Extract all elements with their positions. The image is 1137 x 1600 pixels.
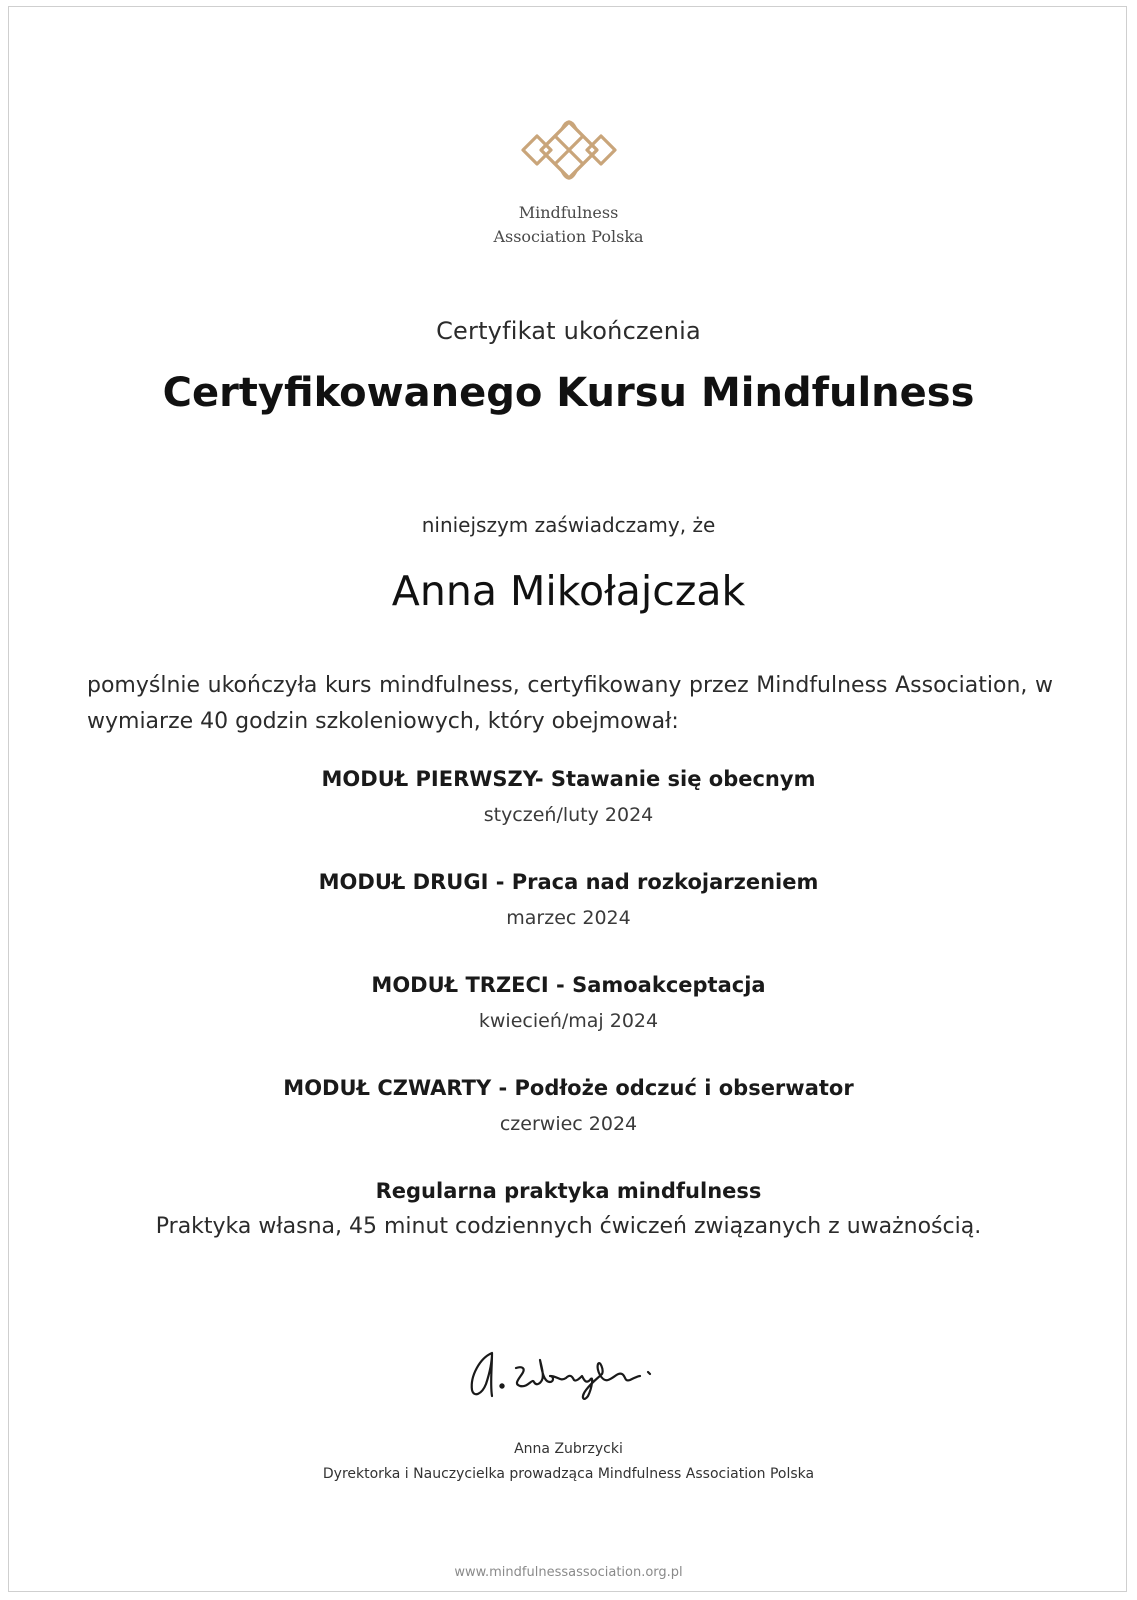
organization-name-line1: Mindfulness (518, 203, 619, 222)
module-2-date: marzec 2024 (506, 907, 631, 929)
organization-name-line2: Association Polska (493, 227, 644, 246)
practice-title: Regularna praktyka mindfulness (375, 1179, 762, 1203)
module-3-title: MODUŁ TRZECI - Samoakceptacja (371, 973, 766, 997)
handwritten-signature (462, 1338, 672, 1408)
certificate-body-text: pomyślnie ukończyła kurs mindfulness, certyfikowany przez Mindfulness Association, w wymiarze 40 godzin szkoleniowych, który obejmował: (87, 673, 1053, 734)
website-url: www.mindfulnessassociation.org.pl (454, 1565, 683, 1580)
module-1-title: MODUŁ PIERWSZY- Stawanie się obecnym (321, 767, 816, 791)
signer-role: Dyrektorka i Nauczycielka prowadząca Mindfulness Association Polska (322, 1466, 815, 1482)
certify-text: niniejszym zaświadczamy, że (421, 513, 716, 537)
module-3-date: kwiecień/maj 2024 (478, 1010, 659, 1032)
signer-name: Anna Zubrzycki (514, 1441, 623, 1457)
practice-description: Praktyka własna, 45 minut codziennych ćwiczeń związanych z uważnością. (155, 1214, 982, 1239)
module-1-date: styczeń/luty 2024 (483, 804, 654, 826)
module-2-title: MODUŁ DRUGI - Praca nad rozkojarzeniem (318, 870, 819, 894)
recipient-name: Anna Mikołajczak (391, 567, 746, 615)
certificate-title: Certyfikowanego Kursu Mindfulness (162, 370, 975, 416)
endless-knot-logo-icon (519, 113, 619, 187)
certificate-subtitle: Certyfikat ukończenia (436, 317, 701, 345)
module-4-title: MODUŁ CZWARTY - Podłoże odczuć i obserwator (283, 1076, 854, 1100)
module-4-date: czerwiec 2024 (499, 1113, 638, 1135)
